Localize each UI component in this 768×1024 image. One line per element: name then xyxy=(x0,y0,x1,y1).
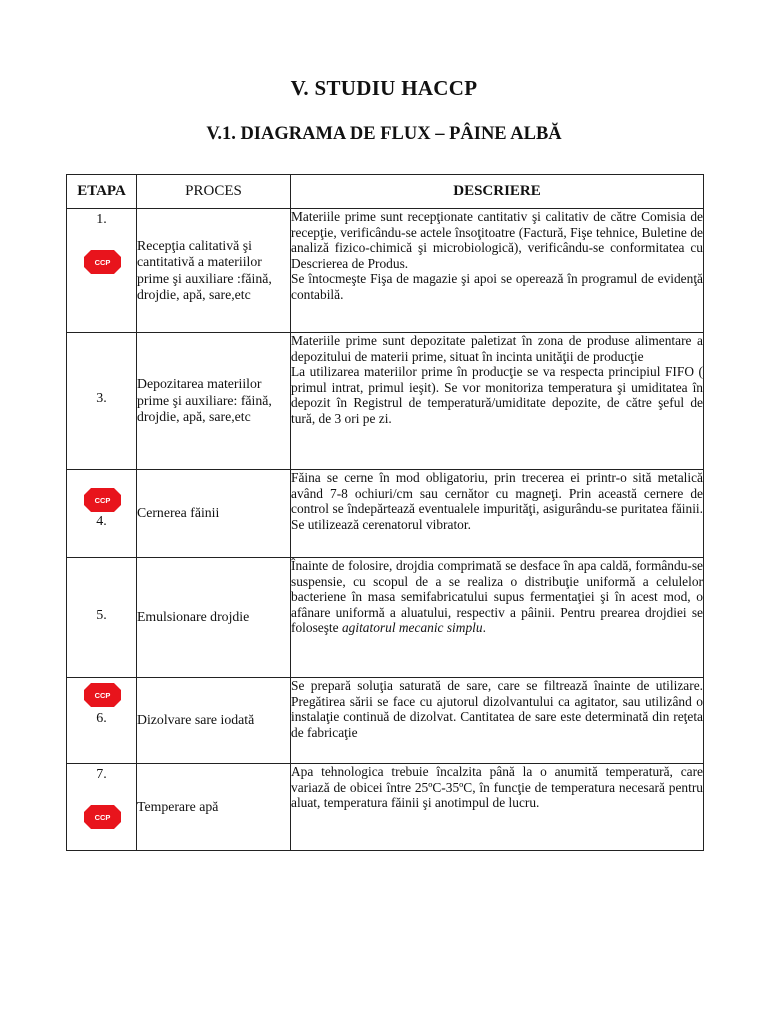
etapa-cell xyxy=(67,764,137,851)
etapa-number: 5. xyxy=(96,608,107,623)
haccp-flow-table xyxy=(66,174,704,851)
descriere-paragraph: La utilizarea materiilor prime în producţie se va respecta principiul FIFO ( primul intrat, primul ieşit). Se vor monitoriza temperatura şi umiditatea în depozit în Registrul de temperatură/umiditate depozite, de către şeful de tură, de 3 ori pe zi. xyxy=(291,364,703,426)
proces-cell: Temperare apă xyxy=(137,764,291,851)
ccp-label: CCP xyxy=(94,691,111,700)
etapa-number: 1. xyxy=(96,212,107,227)
table-row xyxy=(67,333,704,470)
descriere-paragraph: Se prepară soluţia saturată de sare, care se filtrează înainte de utilizare. Pregătirea sării se face cu ajutorul dizolvantului ca agitator, sau utilizând o instalaţie continuă de dizolvat. Cantitatea de sare este determinată din reţeta de fabricaţie xyxy=(291,678,703,740)
proces-cell: Emulsionare drojdie xyxy=(137,558,291,678)
header-descriere: DESCRIERE xyxy=(291,175,704,209)
table-row xyxy=(67,209,704,333)
descriere-paragraph xyxy=(291,558,703,636)
descriere-end: . xyxy=(482,620,486,636)
etapa-number: 7. xyxy=(96,767,107,782)
ccp-icon xyxy=(84,250,121,274)
descriere-paragraph: Făina se cerne în mod obligatoriu, prin trecerea ei printr-o sită metalică având 7-8 ochiuri/cm sau cernător cu magneţi. Prin această cernere de control se îndepărtează eventualele impurităţi, asigurându-se puritatea făinii. Se utilizează cerenatorul vibrator. xyxy=(291,470,703,532)
descriere-cell xyxy=(291,764,704,851)
descriere-cell xyxy=(291,333,704,470)
descriere-paragraph: Apa tehnologica trebuie încalzita până la o anumită temperatură, care variază de obicei între 25ºC-35ºC, în funcţie de temperatura necesară pentru aluat, temperatura făinii şi anotimpul de lucru. xyxy=(291,764,703,811)
etapa-number: 3. xyxy=(96,391,107,406)
etapa-number: 4. xyxy=(96,514,107,529)
descriere-cell xyxy=(291,470,704,558)
ccp-icon xyxy=(84,488,121,512)
section-subtitle: V.1. DIAGRAMA DE FLUX – PÂINE ALBĂ xyxy=(206,124,562,144)
ccp-label: CCP xyxy=(94,813,111,822)
ccp-label: CCP xyxy=(94,496,111,505)
etapa-number: 6. xyxy=(96,711,107,726)
descriere-paragraph: Se întocmeşte Fişa de magazie şi apoi se operează în programul de evidenţă contabilă. xyxy=(291,271,703,302)
etapa-cell xyxy=(67,678,137,764)
ccp-label: CCP xyxy=(94,258,111,267)
table-row xyxy=(67,678,704,764)
table-row xyxy=(67,764,704,851)
proces-cell: Dizolvare sare iodată xyxy=(137,678,291,764)
proces-cell: Recepţia calitativă şi cantitativă a materiilor prime şi auxiliare :făină, drojdie, apă, sare,etc xyxy=(137,209,291,333)
header-etapa: ETAPA xyxy=(67,175,137,209)
etapa-cell xyxy=(67,470,137,558)
ccp-icon xyxy=(84,683,121,707)
descriere-text: Înainte de folosire, drojdia comprimată se desface în apa caldă, formându-se suspensie, cu scopul de a se realiza o distribuţie uniformă a celulelor bacteriene în masa semifabricatului supus fermentaţiei şi în acest mod, o afânare uniformă a aluatului, respectiv a pâinii. Pentru prearea drojdiei se foloseşte xyxy=(291,558,703,636)
table-row xyxy=(67,558,704,678)
header-proces: PROCES xyxy=(137,175,291,209)
etapa-cell xyxy=(67,558,137,678)
table-row xyxy=(67,470,704,558)
descriere-paragraph: Materiile prime sunt recepţionate cantitativ şi calitativ de către Comisia de recepţie, verificându-se actele însoţitoatre (Factură, Fişe tehnice, Buletine de analiză fizico-chimică şi microbiologică), verificându-se conformitatea cu Descrierea de Produs. xyxy=(291,209,703,271)
page-title: V. STUDIU HACCP xyxy=(290,76,478,100)
etapa-cell xyxy=(67,333,137,470)
table-header-row xyxy=(67,175,704,209)
descriere-cell xyxy=(291,209,704,333)
proces-cell: Depozitarea materiilor prime şi auxiliare: făină, drojdie, apă, sare,etc xyxy=(137,333,291,470)
descriere-emphasis: agitatorul mecanic simplu xyxy=(341,620,483,636)
descriere-cell xyxy=(291,678,704,764)
descriere-cell xyxy=(291,558,704,678)
proces-cell: Cernerea făinii xyxy=(137,470,291,558)
ccp-icon xyxy=(84,805,121,829)
descriere-paragraph: Materiile prime sunt depozitate paletizat în zona de produse alimentare a depozitului de materii prime, situat în incinta unităţii de producţie xyxy=(291,333,703,364)
etapa-cell xyxy=(67,209,137,333)
